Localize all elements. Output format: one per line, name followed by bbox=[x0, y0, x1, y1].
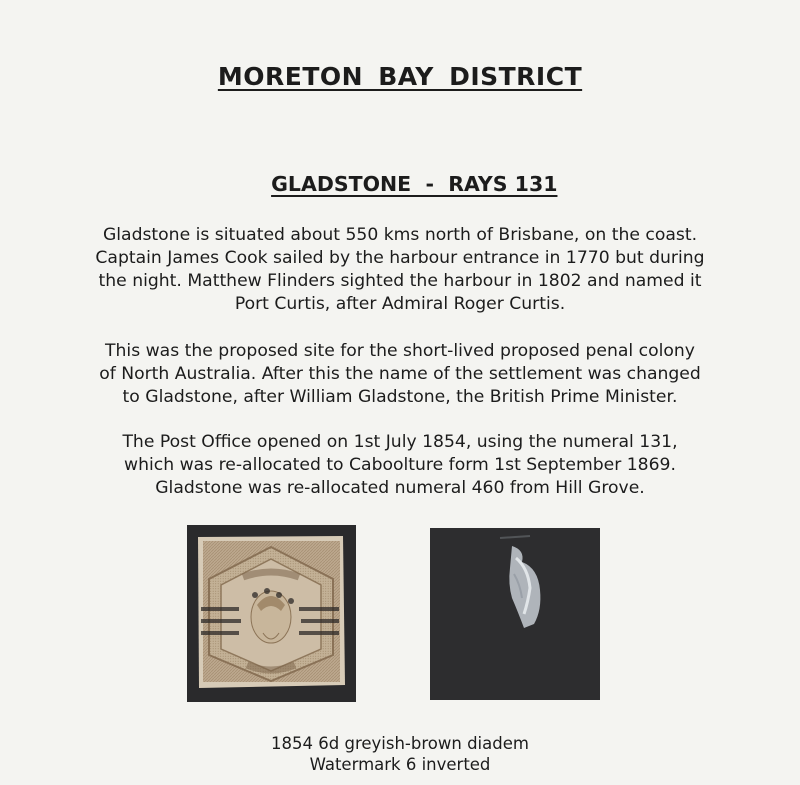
stamp-image bbox=[187, 525, 356, 702]
text-line: The Post Office opened on 1st July 1854, using the numeral 131, bbox=[122, 432, 678, 452]
page-heading bbox=[0, 62, 800, 91]
page-subheading bbox=[0, 148, 800, 220]
subheading-text: GLADSTONE - RAYS 131 bbox=[271, 172, 558, 196]
text-line: Gladstone was re-allocated numeral 460 from Hill Grove. bbox=[155, 478, 645, 498]
stamp-caption bbox=[0, 733, 800, 775]
text-line: Port Curtis, after Admiral Roger Curtis. bbox=[234, 294, 566, 314]
stamp-mount bbox=[187, 525, 356, 702]
watermark-image bbox=[430, 528, 600, 700]
history-paragraph bbox=[20, 224, 780, 316]
text-line: of North Australia. After this the name of the settlement was changed bbox=[99, 364, 701, 384]
penal-colony-paragraph bbox=[20, 340, 780, 409]
text-line: the night. Matthew Flinders sighted the harbour in 1802 and named it bbox=[98, 271, 702, 291]
text-line: which was re-allocated to Caboolture form 1st September 1869. bbox=[124, 455, 676, 475]
post-office-paragraph bbox=[20, 431, 780, 500]
text-line: This was the proposed site for the short-lived proposed penal colony bbox=[105, 341, 695, 361]
caption-description: 1854 6d greyish-brown diadem bbox=[271, 734, 529, 753]
text-line: Gladstone is situated about 550 kms north of Brisbane, on the coast. bbox=[102, 225, 698, 245]
caption-watermark: Watermark 6 inverted bbox=[309, 755, 491, 774]
watermark-mount bbox=[430, 528, 600, 700]
text-line: Captain James Cook sailed by the harbour entrance in 1770 but during bbox=[95, 248, 705, 268]
text-line: to Gladstone, after William Gladstone, the British Prime Minister. bbox=[122, 387, 678, 407]
heading-text: MORETON BAY DISTRICT bbox=[217, 62, 583, 91]
